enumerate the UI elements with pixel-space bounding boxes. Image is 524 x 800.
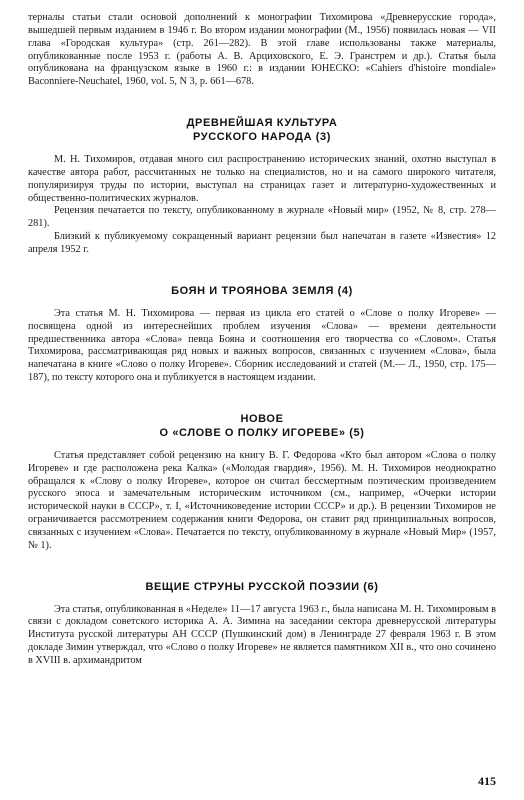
section-boyan [28, 284, 496, 385]
paragraph: М. Н. Тихомиров, отдавая много сил распространению исторических знаний, охотно выступал в качестве автора работ, рассчитанных не только на специалистов, но и на самого широкого читателя, популяризируя труды по истории, выступал на страницах газет и литературно-художественных и общественно-политических журналов. [28, 154, 496, 204]
section-heading [28, 580, 496, 594]
section-heading [28, 412, 496, 440]
section-prophetic-strings [28, 580, 496, 668]
paragraph: Эта статья М. Н. Тихомирова — первая из цикла его статей о «Слове о полку Игореве» — посвящена одной из интереснейших проблем изучения «Слова» — времени деятельности предшественника автора «Слова» певца Бояна и соотношения его творчества со «Словом». Статья Тихомирова, рассматривающая ряд новых и важных вопросов, связанных с изучением «Слова», была напечатана в книге «Слово о полку Игореве». Сборник исследований и статей (М.— Л., 1950, стр. 175—187), по тексту которого она и публикуется в настоящем издании. [28, 307, 496, 384]
heading-line: ДРЕВНЕЙШАЯ КУЛЬТУРА [186, 117, 338, 130]
heading-line: ВЕЩИЕ СТРУНЫ РУССКОЙ ПОЭЗИИ (6) [145, 580, 379, 593]
document-page [28, 12, 496, 788]
heading-line: О «СЛОВЕ О ПОЛКУ ИГОРЕВЕ» (5) [159, 426, 365, 439]
heading-line: РУССКОГО НАРОДА (3) [192, 131, 332, 144]
section-ancient-culture [28, 116, 496, 257]
paragraph: Рецензия печатается по тексту, опубликованному в журнале «Новый мир» (1952, № 8, стр. 278—281). [28, 205, 496, 230]
section-heading [28, 116, 496, 144]
heading-line: БОЯН И ТРОЯНОВА ЗЕМЛЯ (4) [171, 284, 353, 297]
heading-line: НОВОЕ [240, 412, 284, 425]
section-heading [28, 284, 496, 298]
paragraph: Статья представляет собой рецензию на книгу В. Г. Федорова «Кто был автором «Слова о полку Игореве» и где расположена река Калка» («Молодая гвардия», 1956). М. Н. Тихомиров неоднократно обращался к «Слову о полку Игореве», которое он считал бессмертным поэтическим произведением русского эпоса и замечательным историческим источником (см., например, «Очерки истории исторической науки в СССР», т. I, «Источниковедение истории СССР» и др.). В рецензии Тихомиров не ограничивается рассмотрением содержания книги Федорова, он ставит ряд принципиальных вопросов, связанных с изучением «Слова». Печатается по тексту, опубликованному в журнале «Новый Мир» (1957, № 1). [28, 449, 496, 551]
section-new-on-slovo [28, 412, 496, 553]
paragraph: Эта статья, опубликованная в «Неделе» 11—17 августа 1963 г., была написана М. Н. Тихомировым в связи с докладом советского историка А. А. Зимина на заседании сектора древнерусской литературы Института русской литературы АН СССР (Пушкинский дом) в Ленинграде 27 февраля 1963 г. В этом докладе Зимин утверждал, что «Слово о полку Игореве» не является памятником XII в., что оно сочинено в XVIII в. архимандритом [28, 603, 496, 666]
intro-paragraph: терналы статьи стали основой дополнений к монографии Тихомирова «Древнерусские города», вышедшей первым изданием в 1946 г. Во втором издании монографии (М., 1956) появилась новая — VII глава «Городская культура» (стр. 261—282). В этой главе использованы также материалы, опубликованные после 1953 г. (работы А. В. Арциховского, Е. Э. Гранстрем и др.). Статья была опубликована на французском языке в 1960 г.: в издании ЮНЕСКО: «Cahiers d'histoire mondiale» Baconniere-Neuchatel, 1960, vol. 5, N 3, p. 661—678. [28, 12, 496, 88]
page-number: 415 [478, 774, 496, 788]
paragraph: Близкий к публикуемому сокращенный вариант рецензии был напечатан в газете «Известия» 12 апреля 1952 г. [28, 231, 496, 255]
